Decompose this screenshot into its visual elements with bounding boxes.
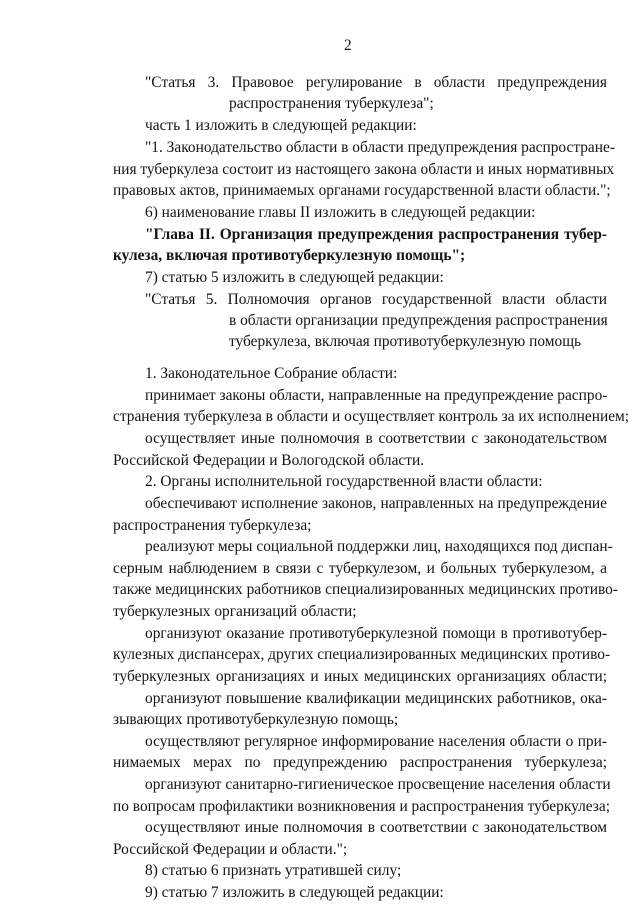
text-line: кулезных диспансерах, других специализированных медицинских противо- [113,646,611,663]
text-line: ния туберкулеза состоит из настоящего закона области и иных нормативных [113,161,615,178]
text-line: правовых актов, принимаемых органами государственной власти области."; [113,182,611,199]
chapter-heading: кулеза, включая противотуберкулезную помощь"; [113,247,466,264]
text-line: серным наблюдением в связи с туберкулезом, и больных туберкулезом, а [113,560,607,577]
text-line: 1. Законодательное Собрание области: [145,365,398,382]
text-line: часть 1 изложить в следующей редакции: [145,117,417,134]
text-line: организуют оказание противотуберкулезной помощи в противотубер- [145,625,607,642]
text-line: осуществляют иные полномочия в соответствии с законодательством [145,819,607,836]
text-line: 9) статью 7 изложить в следующей редакции: [145,884,444,901]
text-line: также медицинских работников специализированных медицинских противо- [113,581,618,598]
text-line: 8) статью 6 признать утратившей силу; [145,862,402,879]
text-line: Российской Федерации и области."; [113,841,348,858]
text-line: 2. Органы исполнительной государственной власти области: [145,473,543,490]
page-number: 2 [344,37,352,54]
text-line: странения туберкулеза в области и осуществляет контроль за их исполнением; [113,408,630,425]
text-line: организуют повышение квалификации медицинских работников, ока- [145,690,607,707]
article-heading: туберкулеза, включая противотуберкулезную помощь [229,333,582,350]
text-line: зывающих противотуберкулезную помощь; [113,711,399,728]
text-line: осуществляет иные полномочия в соответствии с законодательством [145,430,607,447]
text-line: нимаемых мерах по предупреждению распространения туберкулеза; [113,754,607,771]
text-line: распространения туберкулеза; [113,517,312,534]
text-line: распространения туберкулеза"; [229,95,434,112]
chapter-heading: "Глава II. Организация предупреждения распространения тубер- [145,226,607,243]
text-line: реализуют меры социальной поддержки лиц, находящихся под диспан- [145,538,613,555]
text-line: 6) наименование главы II изложить в следующей редакции: [145,204,536,221]
text-line: обеспечивают исполнение законов, направленных на предупреждение [145,495,607,512]
text-line: 7) статью 5 изложить в следующей редакции: [145,269,444,286]
article-heading: "Статья 5. Полномочия органов государственной власти области [145,291,607,308]
text-line: организуют санитарно-гигиеническое просвещение населения области [145,776,611,793]
text-line: принимает законы области, направленные на предупреждение распро- [145,387,608,404]
article-heading: в области организации предупреждения распространения [229,312,608,329]
text-line: Российской Федерации и Вологодской области. [113,452,425,469]
text-line: туберкулезных организаций области; [113,603,357,620]
text-line: по вопросам профилактики возникновения и распространения туберкулеза; [113,798,610,815]
text-line: туберкулезных организациях и иных медицинских организациях области; [113,668,607,685]
text-line: "1. Законодательство области в области предупреждения распростране- [145,139,615,156]
text-line: "Статья 3. Правовое регулирование в области предупреждения [145,74,607,91]
text-line: осуществляют регулярное информирование населения области о при- [145,733,607,750]
